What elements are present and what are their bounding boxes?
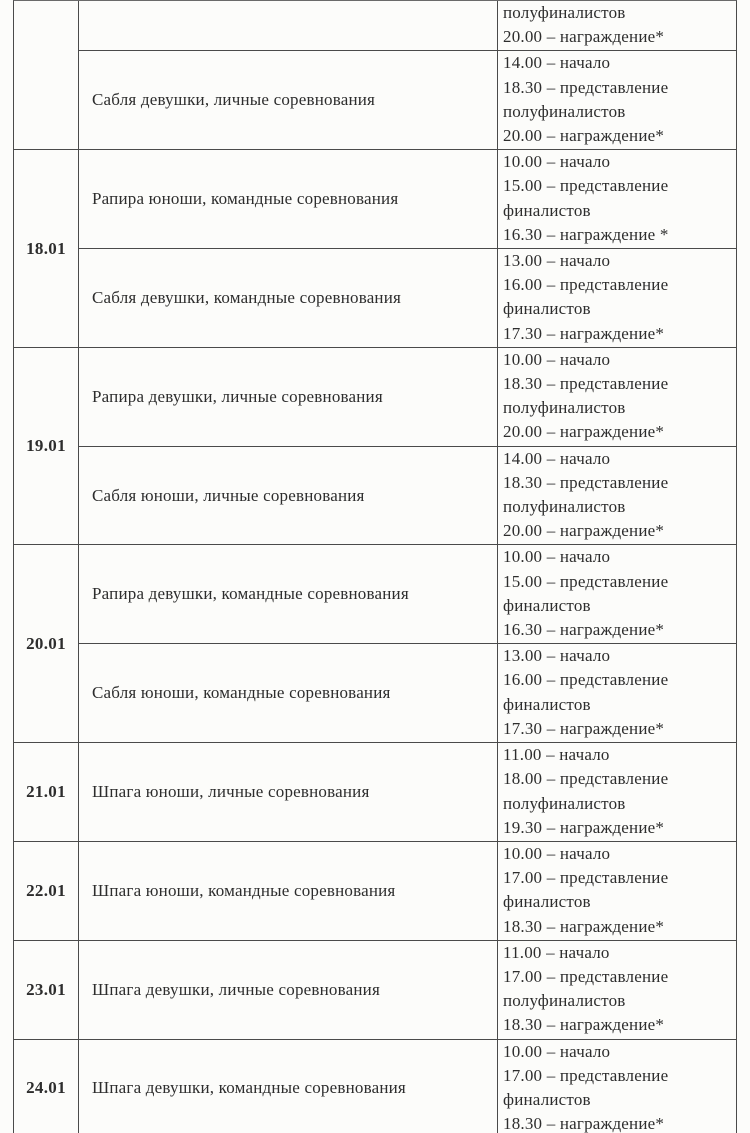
date-label: 19.01: [26, 436, 66, 456]
schedule-entry: 10.00 – начало: [503, 152, 611, 172]
group-rows: [79, 842, 736, 940]
table-group: [14, 841, 736, 940]
event-label: Сабля юноши, личные соревнования: [92, 485, 365, 505]
schedule-entry: 19.30 – награждение*: [503, 817, 665, 837]
date-cell: [14, 545, 79, 742]
schedule-entry: 20.00 – награждение*: [503, 126, 665, 146]
group-rows: [79, 743, 736, 841]
date-cell: [14, 150, 79, 347]
schedule-entry: 16.00 – представление финалистов: [503, 670, 669, 714]
schedule-entry: 18.30 – представление полуфиналистов: [503, 77, 669, 121]
date-label: 22.01: [26, 880, 66, 900]
date-cell: [14, 1040, 79, 1133]
schedule-entry: 11.00 – начало: [503, 942, 610, 962]
schedule-entry: полуфиналистов: [503, 3, 626, 22]
event-cell: [79, 447, 498, 545]
date-cell: [14, 842, 79, 940]
schedule-cell: [498, 545, 736, 643]
schedule-entry: 20.00 – награждение*: [503, 27, 665, 47]
table-group: [14, 742, 736, 841]
schedule-cell: [498, 941, 736, 1039]
event-cell: [79, 1040, 498, 1133]
table-group: [14, 347, 736, 545]
event-cell: [79, 743, 498, 841]
schedule-entry: 18.00 – представление полуфиналистов: [503, 769, 669, 813]
event-cell: [79, 941, 498, 1039]
date-label: 18.01: [26, 238, 66, 258]
schedule-entry: 11.00 – начало: [503, 745, 610, 765]
event-row: [79, 1040, 736, 1133]
schedule-entry: 10.00 – начало: [503, 349, 611, 369]
schedule-cell: [498, 348, 736, 446]
event-label: Сабля юноши, командные соревнования: [92, 683, 391, 703]
event-label: Рапира девушки, личные соревнования: [92, 386, 383, 406]
schedule-entry: 18.30 – награждение*: [503, 916, 665, 936]
group-rows: [79, 941, 736, 1039]
event-row: [79, 248, 736, 347]
schedule-entry: 15.00 – представление финалистов: [503, 571, 669, 615]
date-cell: [14, 348, 79, 545]
schedule-cell: [498, 51, 736, 149]
event-cell: [79, 644, 498, 742]
schedule-entry: 20.00 – награждение*: [503, 521, 665, 541]
schedule-cell: [498, 644, 736, 742]
schedule-cell: [498, 1040, 736, 1133]
event-cell: [79, 249, 498, 347]
event-row: [79, 150, 736, 248]
event-label: Шпага юноши, командные соревнования: [92, 880, 396, 900]
group-rows: [79, 348, 736, 545]
event-label: Сабля девушки, командные соревнования: [92, 287, 402, 307]
schedule-entry: 18.30 – представление полуфиналистов: [503, 472, 669, 517]
event-row: [79, 1, 736, 50]
schedule-entry: 20.00 – награждение*: [503, 422, 665, 442]
table-group: [14, 149, 736, 347]
schedule-entry: 17.00 – представление полуфиналистов: [503, 966, 669, 1011]
table-group: [14, 1, 736, 149]
table-group: [14, 940, 736, 1039]
schedule-entry: 18.30 – награждение*: [503, 1015, 665, 1035]
date-label: 23.01: [26, 979, 66, 999]
event-row: [79, 743, 736, 841]
event-label: Рапира юноши, командные соревнования: [92, 189, 399, 209]
event-label: Сабля девушки, личные соревнования: [92, 90, 376, 110]
event-cell: [79, 842, 498, 940]
schedule-entry: 14.00 – начало: [503, 448, 611, 468]
event-row: [79, 842, 736, 940]
table-group: [14, 544, 736, 742]
date-label: 21.01: [26, 782, 66, 801]
date-label: 24.01: [26, 1078, 66, 1098]
date-label: 20.01: [26, 633, 66, 653]
schedule-entry: 17.00 – представление финалистов: [503, 1065, 669, 1109]
date-cell: [14, 743, 79, 841]
group-rows: [79, 1040, 736, 1133]
event-row: [79, 50, 736, 149]
event-cell: [79, 150, 498, 248]
schedule-entry: 18.30 – представление полуфиналистов: [503, 374, 669, 418]
event-cell: [79, 51, 498, 149]
event-label: Шпага девушки, командные соревнования: [92, 1078, 406, 1098]
event-cell: [79, 1, 498, 50]
schedule-table: [13, 0, 737, 1133]
event-label: Рапира девушки, командные соревнования: [92, 584, 409, 604]
schedule-entry: 17.30 – награждение*: [503, 718, 665, 738]
schedule-cell: [498, 447, 736, 545]
schedule-entry: 16.00 – представление финалистов: [503, 275, 669, 319]
schedule-entry: 10.00 – начало: [503, 547, 611, 567]
schedule-entry: 10.00 – начало: [503, 843, 611, 863]
event-row: [79, 446, 736, 545]
schedule-cell: [498, 842, 736, 940]
schedule-entry: 16.30 – награждение *: [503, 224, 669, 244]
group-rows: [79, 545, 736, 742]
date-cell: [14, 941, 79, 1039]
event-cell: [79, 545, 498, 643]
group-rows: [79, 150, 736, 347]
schedule-entry: 16.30 – награждение*: [503, 620, 665, 640]
schedule-entry: 10.00 – начало: [503, 1041, 611, 1061]
schedule-cell: [498, 743, 736, 841]
schedule-entry: 13.00 – начало: [503, 251, 611, 271]
schedule-cell: [498, 249, 736, 347]
table-group: [14, 1039, 736, 1133]
event-row: [79, 941, 736, 1039]
event-cell: [79, 348, 498, 446]
event-row: [79, 348, 736, 446]
schedule-entry: 14.00 – начало: [503, 53, 611, 73]
date-cell: [14, 1, 79, 149]
event-row: [79, 643, 736, 742]
event-label: Шпага девушки, личные соревнования: [92, 979, 380, 999]
schedule-entry: 17.30 – награждение*: [503, 323, 665, 343]
schedule-entry: 17.00 – представление финалистов: [503, 868, 669, 912]
schedule-entry: 13.00 – начало: [503, 646, 611, 666]
event-row: [79, 545, 736, 643]
schedule-cell: [498, 150, 736, 248]
schedule-cell: [498, 1, 736, 50]
event-label: Шпага юноши, личные соревнования: [92, 782, 370, 801]
schedule-entry: 15.00 – представление финалистов: [503, 176, 669, 220]
group-rows: [79, 1, 736, 149]
schedule-entry: 18.30 – награждение*: [503, 1114, 665, 1133]
